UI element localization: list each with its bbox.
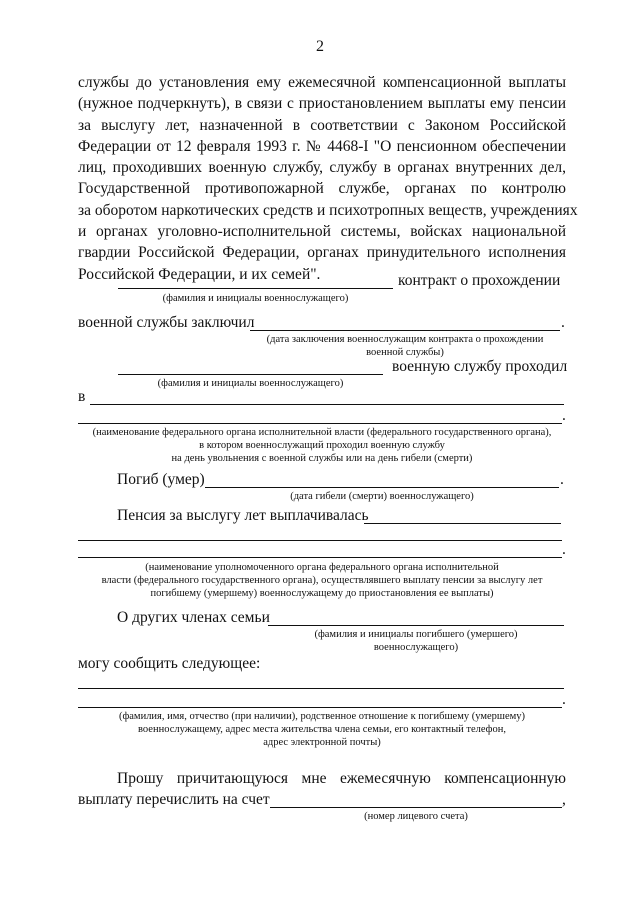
caption-pension-body	[78, 561, 566, 600]
caption-serviceman-name: (фамилия и инициалы военнослужащего)	[162, 293, 349, 304]
report-label: могу сообщить следующее:	[78, 655, 261, 672]
caption-serviceman-name-2: (фамилия и инициалы военнослужащего)	[157, 378, 344, 389]
caption-line: власти (федерального государственного органа), осуществлявшего выплату пенсии за выслугу лет	[101, 575, 543, 586]
account-number-field[interactable]	[270, 807, 562, 808]
deceased-name-field[interactable]	[268, 625, 564, 626]
caption-family-details	[78, 710, 566, 749]
intro-line: и органах уголовно-исполнительной системы, войсках национальной	[78, 223, 566, 241]
caption-contract-date	[250, 333, 560, 359]
period-mark: .	[562, 407, 566, 424]
caption-deceased-name	[268, 628, 564, 654]
caption-line: (наименование федерального органа исполнительной власти (федерального государственного органа),	[92, 427, 552, 438]
intro-line: Государственной противопожарной службе, органах по контролю	[78, 180, 566, 198]
pension-label: Пенсия за выслугу лет выплачивалась	[117, 507, 369, 524]
family-label: О других членах семьи	[117, 609, 270, 626]
serviceman-name-field-2[interactable]	[118, 374, 383, 375]
pension-body-field-line1[interactable]	[364, 523, 561, 524]
caption-line: адрес электронной почты)	[263, 737, 381, 748]
comma-mark: ,	[562, 791, 566, 808]
caption-line: (фамилия и инициалы погибшего (умершего)	[314, 629, 518, 640]
intro-line: службы до установления ему ежемесячной компенсационной выплаты	[78, 74, 566, 91]
page-number: 2	[316, 38, 324, 55]
pension-body-field-line3[interactable]	[78, 557, 562, 558]
federal-body-field-line2[interactable]	[78, 423, 562, 424]
intro-line: гвардии Российской Федерации, органах принудительного исполнения	[78, 244, 566, 262]
caption-line: военнослужащему, адрес места жительства члена семьи, его контактный телефон,	[138, 724, 506, 735]
federal-body-field-line1[interactable]	[90, 404, 564, 405]
intro-paragraph	[78, 72, 578, 285]
intro-line: Федерации от 12 февраля 1993 г. № 4468-I "О пенсионном обеспечении	[78, 137, 566, 155]
caption-line: военной службы)	[366, 347, 444, 358]
death-label: Погиб (умер)	[117, 471, 205, 488]
contract-concluded-label: военной службы заключил	[78, 314, 255, 331]
pension-body-field-line2[interactable]	[78, 540, 562, 541]
request-account-label: выплату перечислить на счет	[78, 791, 270, 808]
intro-line: за выслугу лет, назначенной в соответствии с Законом Российской	[78, 116, 566, 134]
period-mark: .	[562, 691, 566, 708]
in-label: в	[78, 388, 86, 405]
request-line1: Прошу причитающуюся мне ежемесячную компенсационную	[117, 770, 566, 787]
contract-date-field[interactable]	[250, 330, 560, 331]
caption-line: (фамилия, имя, отчество (при наличии), родственное отношение к погибшему (умершему)	[118, 711, 526, 722]
intro-line: Российской Федерации, и их семей".	[78, 265, 321, 283]
caption-federal-body	[78, 426, 566, 465]
caption-line: на день увольнения с военной службы или на день гибели (смерти)	[171, 453, 473, 464]
period-mark: .	[562, 541, 566, 558]
caption-line: военнослужащего)	[373, 642, 459, 653]
caption-line: (дата заключения военнослужащим контракта о прохождении	[266, 334, 544, 345]
caption-line: (наименование уполномоченного органа федерального органа исполнительной	[145, 562, 499, 573]
period-mark: .	[561, 314, 565, 331]
caption-account-number: (номер лицевого счета)	[364, 811, 468, 822]
family-details-field-line2[interactable]	[78, 707, 562, 708]
intro-line: лиц, проходивших военную службу, службу в органах внутренних дел,	[78, 159, 566, 177]
family-details-field-line1[interactable]	[78, 688, 564, 689]
death-date-field[interactable]	[205, 487, 559, 488]
service-text: военную службу проходил	[392, 358, 568, 375]
caption-death-date: (дата гибели (смерти) военнослужащего)	[290, 491, 474, 502]
contract-text: контракт о прохождении	[398, 272, 561, 289]
intro-line: за оборотом наркотических средств и психотропных веществ, учреждениях	[78, 201, 578, 219]
intro-line: (нужное подчеркнуть), в связи с приостановлением выплаты ему пенсии	[78, 95, 566, 113]
caption-line: в котором военнослужащий проходил военную службу	[199, 440, 445, 451]
caption-line: погибшему (умершему) военнослужащему до приостановления ее выплаты)	[150, 588, 494, 599]
serviceman-name-field[interactable]	[118, 288, 393, 289]
period-mark: .	[560, 471, 564, 488]
